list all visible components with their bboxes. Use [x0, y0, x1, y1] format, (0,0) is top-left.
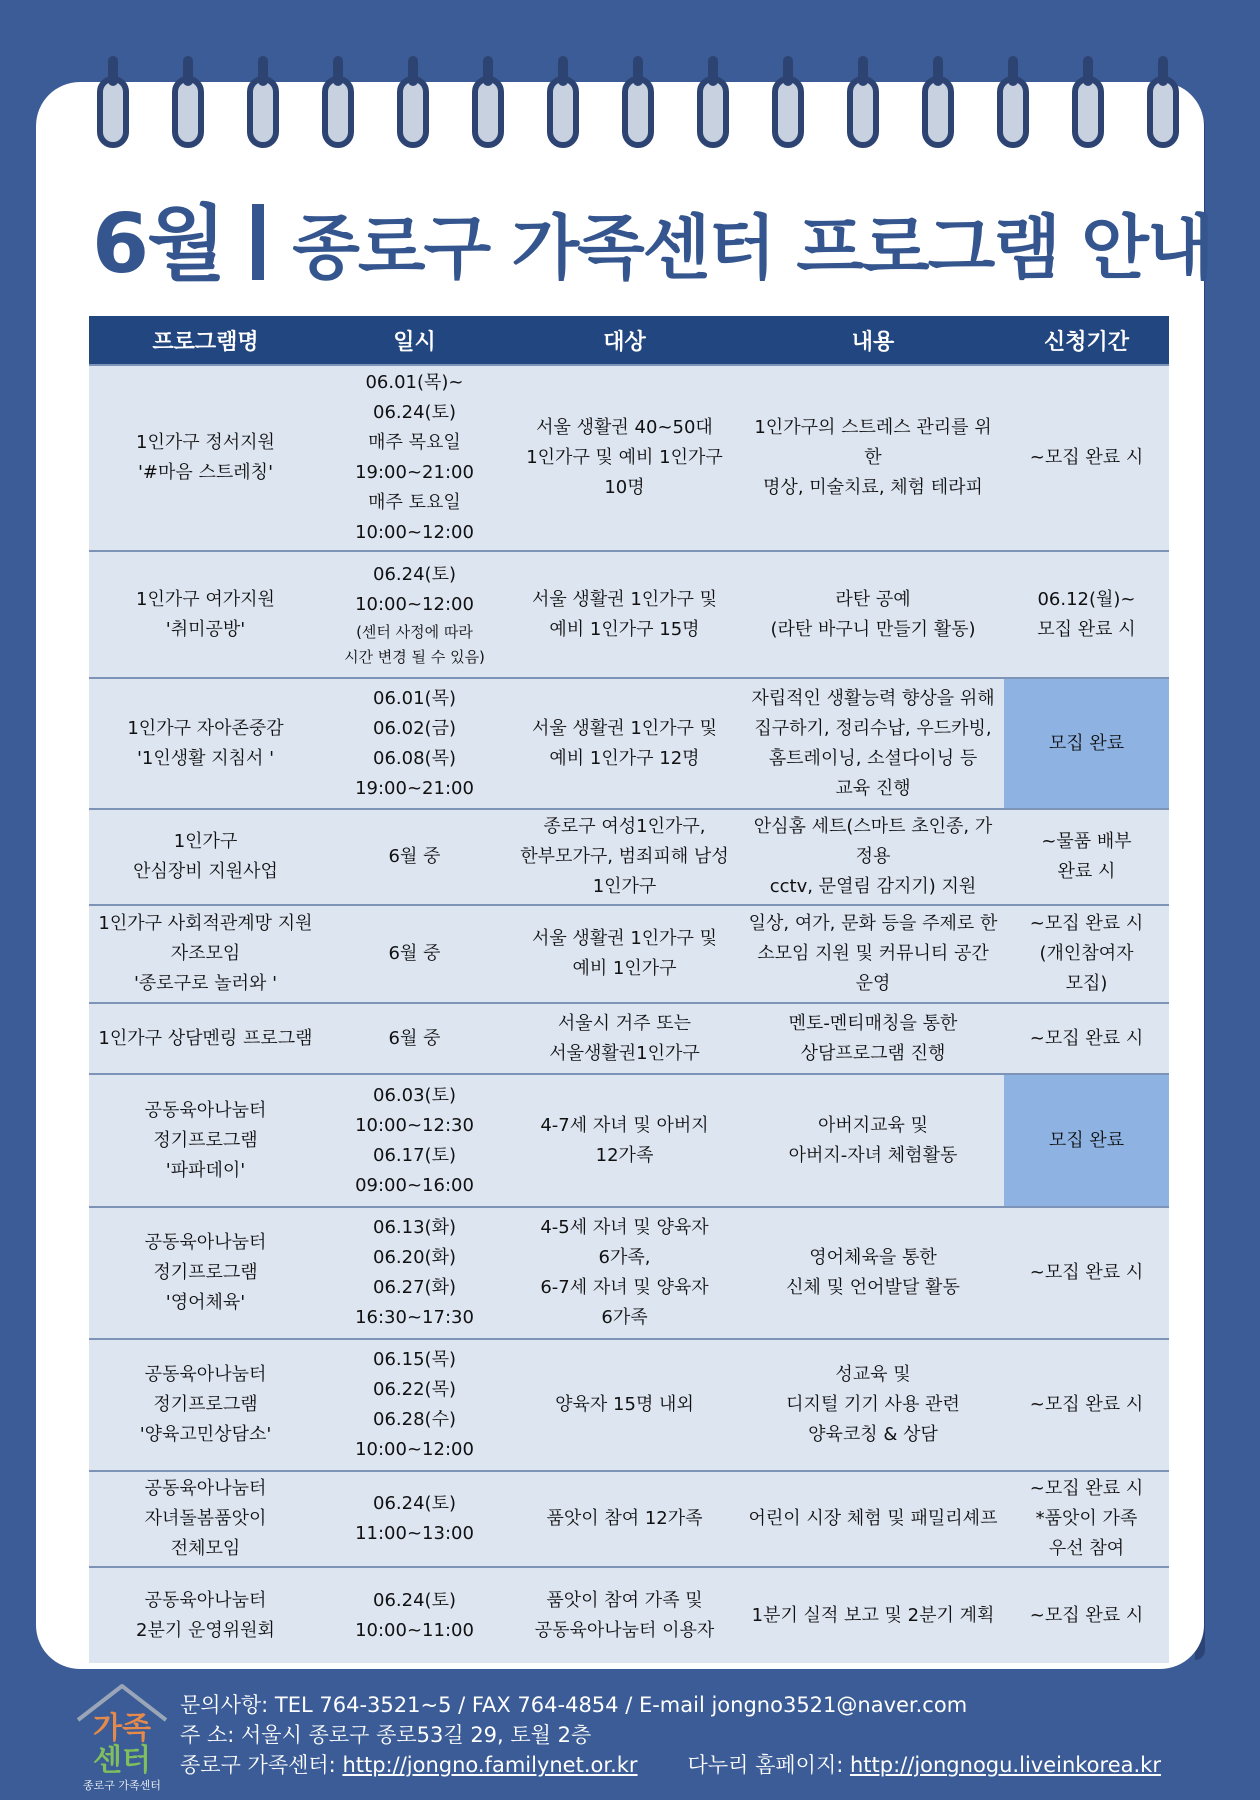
cell-content-text: 1인가구의 스트레스 관리를 위한 명상, 미술치료, 체험 테라피 — [754, 417, 992, 498]
binder-ring — [847, 76, 879, 148]
table-body — [89, 365, 1169, 1663]
cell-period — [1004, 551, 1169, 678]
cell-program-name-text: 공동육아나눔터 정기프로그램 '파파데이' — [144, 1099, 267, 1181]
cell-target-text: 서울 생활권 1인가구 및 예비 1인가구 15명 — [531, 588, 718, 640]
cell-date-text: 06.24(토) 11:00~13:00 — [355, 1493, 474, 1544]
cell-period — [1004, 1207, 1169, 1339]
logo-text-bottom: 센터 — [93, 1743, 151, 1778]
cell-period-text: 06.12(월)~ 모집 완료 시 — [1037, 588, 1136, 640]
cell-date-text: 06.01(목) 06.02(금) 06.08(목) 19:00~21:00 — [355, 687, 474, 799]
cell-target-text: 4-5세 자녀 및 양육자 6가족, 6-7세 자녀 및 양육자 6가족 — [540, 1217, 709, 1328]
title-month: 6월 — [92, 197, 225, 292]
binder-ring — [697, 76, 729, 148]
cell-date-text: 06.13(화) 06.20(화) 06.27(화) 16:30~17:30 — [355, 1217, 474, 1328]
cell-date-text: 06.03(토) 10:00~12:30 06.17(토) 09:00~16:00 — [355, 1084, 474, 1196]
cell-target-text: 서울 생활권 1인가구 및 예비 1인가구 — [531, 928, 718, 979]
cell-period-text: 모집 완료 — [1048, 732, 1125, 754]
cell-date-text: 6월 중 — [388, 846, 441, 867]
cell-program-name-text: 1인가구 안심장비 지원사업 — [133, 831, 278, 882]
logo-caption: 종로구 가족센터 — [83, 1779, 161, 1792]
cell-program-name-text: 1인가구 사회적관계망 지원 자조모임 '종로구로 놀러와 ' — [98, 913, 313, 994]
cell-content — [742, 551, 1004, 678]
cell-target — [507, 905, 742, 1003]
footer-danuri-link[interactable]: http://jongnogu.liveinkorea.kr — [849, 1753, 1161, 1777]
cell-date-text: 6월 중 — [388, 1027, 441, 1049]
cell-target — [507, 365, 742, 551]
cell-target — [507, 1207, 742, 1339]
cell-date-note: (센터 사정에 따라 시간 변경 될 수 있음) — [344, 622, 485, 666]
cell-period — [1004, 1567, 1169, 1663]
cell-date — [322, 809, 507, 905]
cell-content — [742, 905, 1004, 1003]
cell-program-name-text: 공동육아나눔터 정기프로그램 '영어체육' — [144, 1232, 267, 1313]
binder-ring — [1072, 76, 1104, 148]
cell-period — [1004, 365, 1169, 551]
cell-target-text: 품앗이 참여 가족 및 공동육아나눔터 이용자 — [534, 1589, 715, 1641]
title-divider — [252, 204, 264, 280]
cell-target — [507, 1003, 742, 1074]
cell-content — [742, 1339, 1004, 1471]
table-row — [89, 1207, 1169, 1339]
binder-ring — [622, 76, 654, 148]
table-row — [89, 1339, 1169, 1471]
footer-danuri-label: 다누리 홈페이지: — [687, 1753, 850, 1777]
cell-period-text: ~모집 완료 시 — [1029, 447, 1144, 468]
cell-target-text: 종로구 여성1인가구, 한부모가구, 범죄피해 남성 1인가구 — [520, 816, 729, 897]
cell-program-name-text: 1인가구 상담멘링 프로그램 — [98, 1027, 313, 1049]
column-header-period: 신청기간 — [1004, 316, 1169, 365]
cell-program-name — [89, 551, 322, 678]
cell-program-name-text: 공동육아나눔터 2분기 운영위원회 — [136, 1589, 275, 1641]
cell-content — [742, 1207, 1004, 1339]
cell-date — [322, 1074, 507, 1207]
cell-target — [507, 809, 742, 905]
cell-content-text: 1분기 실적 보고 및 2분기 계획 — [751, 1604, 995, 1626]
cell-content — [742, 1567, 1004, 1663]
cell-date — [322, 1567, 507, 1663]
cell-content — [742, 365, 1004, 551]
cell-program-name-text: 1인가구 정서지원 '#마음 스트레칭' — [136, 432, 275, 483]
cell-program-name — [89, 905, 322, 1003]
cell-content-text: 영어체육을 통한 신체 및 언어발달 활동 — [786, 1247, 960, 1298]
footer-site-label: 종로구 가족센터: — [180, 1753, 343, 1777]
cell-content-text: 멘토-멘티매칭을 통한 상담프로그램 진행 — [788, 1012, 958, 1064]
cell-date-text: 06.24(토) 10:00~11:00 — [355, 1589, 474, 1641]
table-row — [89, 365, 1169, 551]
cell-program-name — [89, 1471, 322, 1567]
cell-content-text: 성교육 및 디지털 기기 사용 관련 양육코칭 & 상담 — [786, 1364, 960, 1445]
binder-ring — [922, 76, 954, 148]
column-header-date: 일시 — [322, 316, 507, 365]
footer-address: 주 소: 서울시 종로구 종로53길 29, 토월 2층 — [180, 1723, 592, 1747]
footer-site-link[interactable]: http://jongno.familynet.or.kr — [342, 1753, 638, 1777]
cell-content-text: 아버지교육 및 아버지-자녀 체험활동 — [788, 1114, 958, 1166]
cell-period-text: 모집 완료 — [1048, 1129, 1125, 1151]
table-row — [89, 1567, 1169, 1663]
column-header-target: 대상 — [507, 316, 742, 365]
cell-period-text: ~물품 배부 완료 시 — [1041, 831, 1132, 882]
cell-date-text: 06.15(목) 06.22(목) 06.28(수) 10:00~12:00 — [355, 1349, 474, 1460]
cell-period — [1004, 678, 1169, 809]
cell-content — [742, 809, 1004, 905]
binder-ring — [397, 76, 429, 148]
cell-period — [1004, 809, 1169, 905]
cell-target-text: 서울시 거주 또는 서울생활권1인가구 — [549, 1012, 700, 1064]
binder-ring — [772, 76, 804, 148]
cell-program-name — [89, 365, 322, 551]
table-row — [89, 905, 1169, 1003]
binder-ring — [172, 76, 204, 148]
cell-period — [1004, 1339, 1169, 1471]
cell-target — [507, 1471, 742, 1567]
cell-target-text: 양육자 15명 내외 — [555, 1394, 694, 1415]
cell-content-text: 어린이 시장 체험 및 패밀리셰프 — [748, 1508, 998, 1529]
cell-date — [322, 551, 507, 678]
table-row — [89, 1003, 1169, 1074]
column-header-content: 내용 — [742, 316, 1004, 365]
cell-content — [742, 678, 1004, 809]
cell-date — [322, 1339, 507, 1471]
cell-period-text: ~모집 완료 시 (개인참여자 모집) — [1029, 913, 1144, 994]
cell-date — [322, 1207, 507, 1339]
cell-target-text: 품앗이 참여 12가족 — [546, 1508, 703, 1529]
cell-program-name-text: 1인가구 여가지원 '취미공방' — [136, 588, 275, 640]
family-center-logo — [72, 1680, 172, 1795]
binder-ring — [547, 76, 579, 148]
cell-content-text: 자립적인 생활능력 향상을 위해 집구하기, 정리수납, 우드카빙, 홈트레이닝, 소셜다이닝 등 교육 진행 — [751, 687, 995, 799]
cell-target-text: 서울 생활권 40~50대 1인가구 및 예비 1인가구 10명 — [526, 417, 723, 498]
cell-program-name — [89, 1003, 322, 1074]
binder-ring — [322, 76, 354, 148]
cell-target — [507, 1339, 742, 1471]
binder-ring — [247, 76, 279, 148]
page-title — [92, 190, 1213, 300]
cell-period — [1004, 1074, 1169, 1207]
column-header-name: 프로그램명 — [89, 316, 322, 365]
cell-date — [322, 1003, 507, 1074]
cell-period-text: ~모집 완료 시 — [1029, 1604, 1144, 1626]
cell-period — [1004, 1003, 1169, 1074]
table-row — [89, 809, 1169, 905]
cell-date — [322, 365, 507, 551]
title-text: 종로구 가족센터 프로그램 안내 — [292, 207, 1213, 289]
cell-content-text: 라탄 공예 (라탄 바구니 만들기 활동) — [770, 588, 976, 640]
cell-date-text: 06.24(토) 10:00~12:00 — [355, 563, 474, 615]
table-row — [89, 1471, 1169, 1567]
cell-program-name — [89, 1074, 322, 1207]
cell-target — [507, 678, 742, 809]
table-header-row — [89, 316, 1169, 365]
cell-program-name — [89, 1567, 322, 1663]
footer-info — [180, 1690, 1161, 1780]
table-row — [89, 551, 1169, 678]
binder-ring — [997, 76, 1029, 148]
footer-contact: 문의사항: TEL 764-3521~5 / FAX 764-4854 / E-mail jongno3521@naver.com — [180, 1693, 968, 1717]
cell-target — [507, 551, 742, 678]
cell-period — [1004, 1471, 1169, 1567]
cell-period-text: ~모집 완료 시 — [1029, 1027, 1144, 1049]
cell-content — [742, 1074, 1004, 1207]
footer — [0, 1680, 1260, 1800]
cell-date — [322, 905, 507, 1003]
cell-program-name-text: 1인가구 자아존중감 '1인생활 지침서 ' — [127, 717, 284, 769]
binder-ring — [472, 76, 504, 148]
cell-target — [507, 1074, 742, 1207]
cell-program-name — [89, 678, 322, 809]
cell-program-name-text: 공동육아나눔터 자녀돌봄품앗이 전체모임 — [144, 1478, 267, 1559]
table-row — [89, 678, 1169, 809]
cell-content-text: 일상, 여가, 문화 등을 주제로 한 소모임 지원 및 커뮤니티 공간 운영 — [748, 913, 998, 994]
cell-target-text: 서울 생활권 1인가구 및 예비 1인가구 12명 — [531, 717, 718, 769]
cell-program-name-text: 공동육아나눔터 정기프로그램 '양육고민상담소' — [139, 1364, 272, 1445]
cell-target-text: 4-7세 자녀 및 아버지 12가족 — [540, 1114, 709, 1166]
program-table — [89, 316, 1169, 1663]
cell-date — [322, 1471, 507, 1567]
cell-date-text: 06.01(목)~ 06.24(토) 매주 목요일 19:00~21:00 매주 토요일 10:00~12:00 — [355, 372, 474, 543]
cell-period — [1004, 905, 1169, 1003]
table-row — [89, 1074, 1169, 1207]
cell-content — [742, 1471, 1004, 1567]
binder-ring — [1147, 76, 1179, 148]
binder-ring — [97, 76, 129, 148]
cell-period-text: ~모집 완료 시 — [1029, 1394, 1144, 1415]
cell-date-text: 6월 중 — [388, 943, 441, 964]
cell-target — [507, 1567, 742, 1663]
cell-program-name — [89, 809, 322, 905]
cell-content-text: 안심홈 세트(스마트 초인종, 가정용 cctv, 문열림 감지기) 지원 — [753, 816, 993, 897]
cell-period-text: ~모집 완료 시 *품앗이 가족 우선 참여 — [1029, 1478, 1144, 1559]
cell-program-name — [89, 1207, 322, 1339]
cell-program-name — [89, 1339, 322, 1471]
cell-date — [322, 678, 507, 809]
logo-text-top: 가족 — [93, 1711, 151, 1746]
cell-content — [742, 1003, 1004, 1074]
footer-links — [180, 1750, 1161, 1780]
cell-period-text: ~모집 완료 시 — [1029, 1262, 1144, 1283]
